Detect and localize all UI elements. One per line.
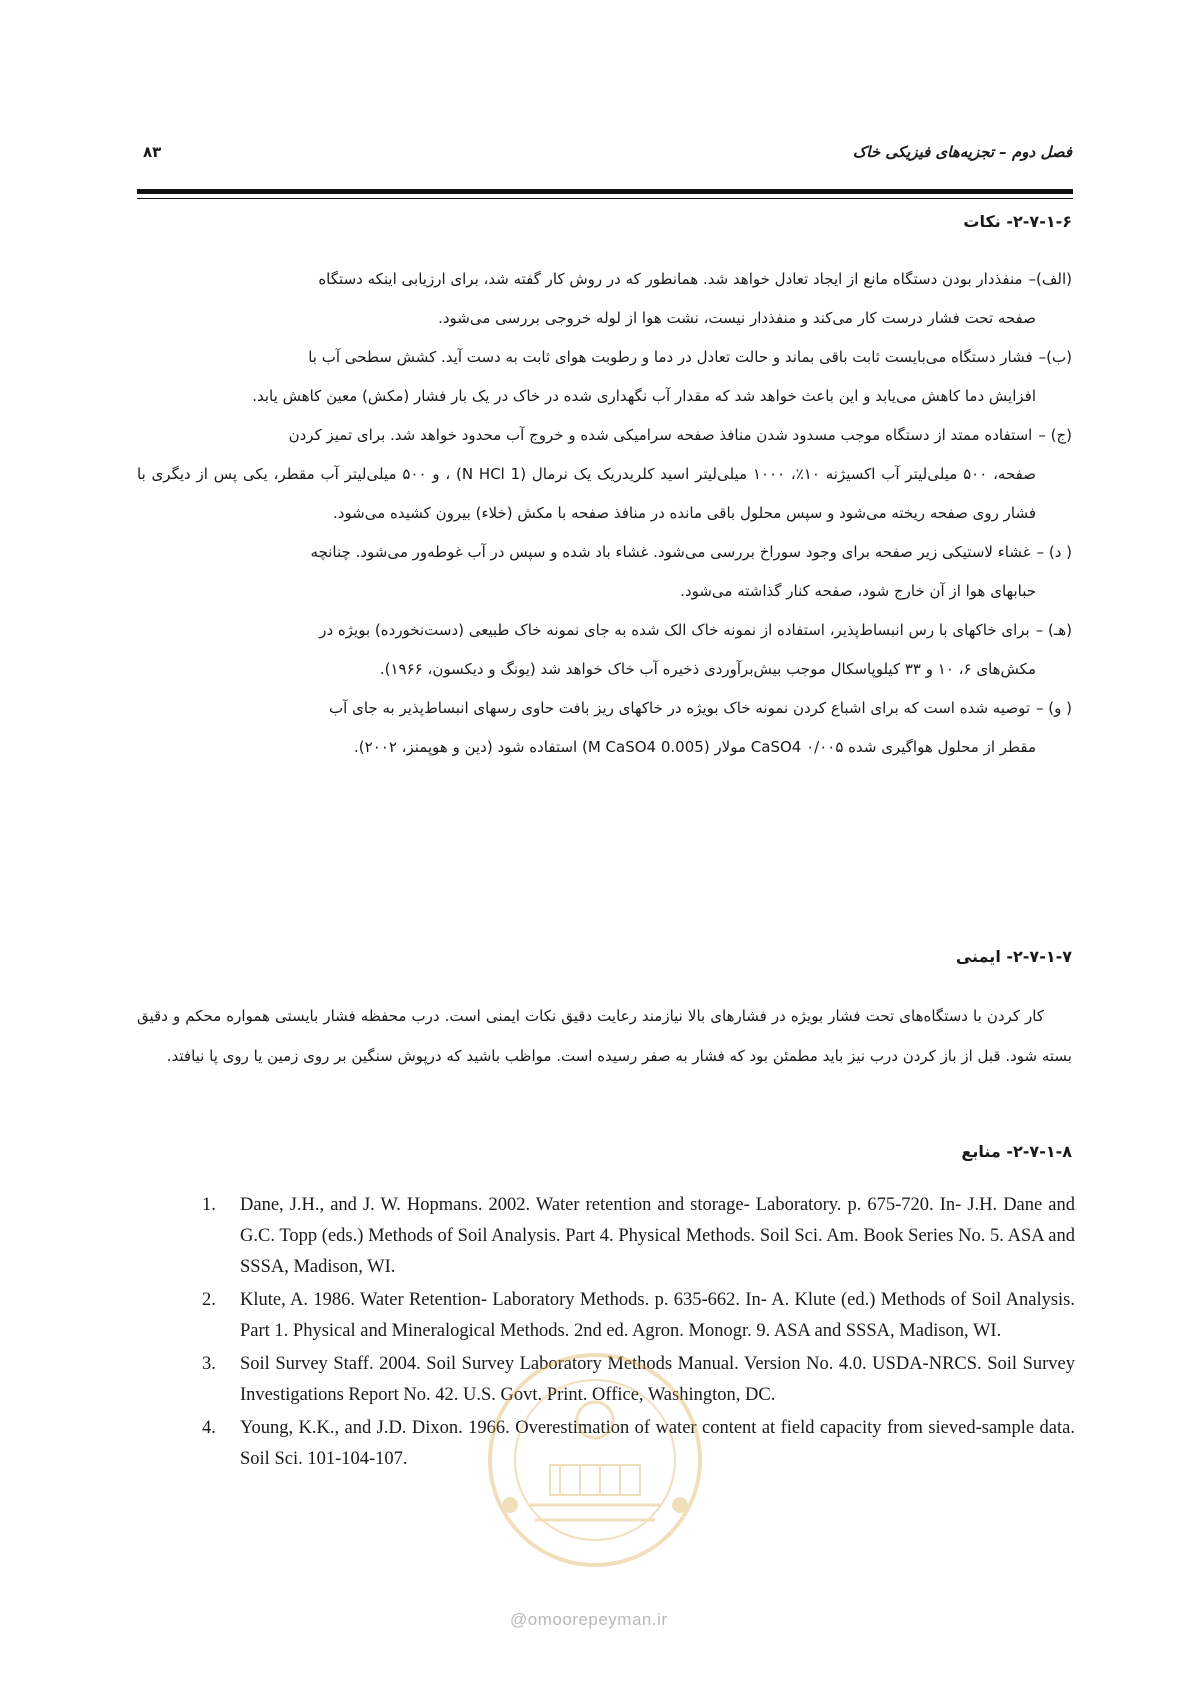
page-number: ۸۳ bbox=[143, 143, 162, 161]
note-continuation: افزایش دما کاهش می‌یابد و این باعث خواهد شد که مقدار آب نگهداری شده در خاک در یک بار فشار (مکش) معین کاهش یابد. bbox=[252, 387, 1036, 405]
reference-number: 2. bbox=[202, 1290, 216, 1310]
note-first-line: منفذدار بودن دستگاه مانع از ایجاد تعادل خواهد شد. همانطور که در روش کار گفته شد، برای ارزیابی اینکه دستگاه bbox=[318, 270, 1023, 288]
note-continuation: مقطر از محلول هواگیری شده CaSO4 ۰/۰۰۵ مولار (0.005 M CaSO4) استفاده شود (دین و هوپمنز، ۲۰۰۲). bbox=[354, 738, 1036, 756]
header-rule-thick bbox=[137, 189, 1073, 194]
notes-heading: ۲-۷-۱-۶- نکات bbox=[963, 212, 1072, 231]
watermark-text: @omoorepeyman.ir bbox=[510, 1610, 668, 1629]
reference-text: Klute, A. 1986. Water Retention- Laboratory Methods. p. 635-662. In- A. Klute (ed.) Methods of Soil Analysis. Part 1. Physical and Mineralogical Methods. 2nd ed. Agron. Monogr. 9. ASA and SSSA, Madison, WI. bbox=[240, 1290, 1075, 1341]
reference-text: Young, K.K., and J.D. Dixon. 1966. Overestimation of water content at field capacity from sieved-sample data. Soil Sci. 101-104-107. bbox=[240, 1418, 1075, 1469]
reference-text: Dane, J.H., and J. W. Hopmans. 2002. Water retention and storage- Laboratory. p. 675-720. In- J.H. Dane and G.C. Topp (eds.) Methods of Soil Analysis. Part 4. Physical Methods. Soil Sci. Am. Book Series No. 5. ASA and SSSA, Madison, WI. bbox=[240, 1195, 1075, 1277]
note-item bbox=[137, 338, 1072, 416]
note-first-line: استفاده ممتد از دستگاه موجب مسدود شدن منافذ صفحه سرامیکی شده و خروج آب محدود خواهد شد. برای تمیز کردن bbox=[288, 426, 1033, 444]
reference-number: 1. bbox=[202, 1195, 216, 1215]
note-continuation: صفحه تحت فشار درست کار می‌کند و منفذدار نیست، نشت هوا از لوله خروجی بررسی می‌شود. bbox=[438, 309, 1036, 327]
safety-heading: ۲-۷-۱-۷- ایمنی bbox=[955, 947, 1072, 966]
note-label: (ب)– bbox=[1038, 348, 1072, 366]
note-item bbox=[137, 611, 1072, 689]
note-continuation: مکش‌های ۶، ۱۰ و ۳۳ کیلوپاسکال موجب بیش‌برآوردی ذخیره آب خاک خواهد شد (یونگ و دیکسون، ۱۹۶۶). bbox=[379, 660, 1036, 678]
references-heading: ۲-۷-۱-۸- منابع bbox=[961, 1142, 1072, 1161]
note-continuation: صفحه، ۵۰۰ میلی‌لیتر آب اکسیژنه ۱۰٪، ۱۰۰۰ میلی‌لیتر اسید کلریدریک یک نرمال (1 N HCl) ، و ۵۰۰ میلی‌لیتر آب مقطر، یکی پس از دیگری با فشار روی صفحه ریخته می‌شود و سپس محلول باقی مانده در منافذ صفحه با مکش (خلاء) بیرون کشیده می‌شود. bbox=[137, 465, 1036, 522]
note-item bbox=[137, 416, 1072, 533]
note-label: ( د) – bbox=[1036, 543, 1072, 561]
reference-item bbox=[190, 1190, 1075, 1283]
reference-text: Soil Survey Staff. 2004. Soil Survey Laboratory Methods Manual. Version No. 4.0. USDA-NRCS. Soil Survey Investigations Report No. 42. U.S. Govt. Print. Office, Washington, DC. bbox=[240, 1354, 1075, 1405]
reference-number: 4. bbox=[202, 1418, 216, 1438]
notes-list bbox=[137, 260, 1072, 767]
note-label: (ج) – bbox=[1038, 426, 1072, 444]
note-continuation: حبابهای هوا از آن خارج شود، صفحه کنار گذاشته می‌شود. bbox=[680, 582, 1036, 600]
note-label: (الف)– bbox=[1028, 270, 1072, 288]
watermark-seal-icon bbox=[480, 1345, 710, 1575]
note-first-line: توصیه شده است که برای اشباع کردن نمونه خاک بویژه در خاکهای ریز بافت حاوی رسهای انبساط‌پذیر به جای آب bbox=[329, 699, 1031, 717]
chapter-title: فصل دوم – تجزیه‌های فیزیکی خاک bbox=[852, 143, 1072, 161]
note-first-line: فشار دستگاه می‌بایست ثابت باقی بماند و حالت تعادل در دما و رطوبت هوای ثابت به دست آید. کشش سطحی آب با bbox=[308, 348, 1033, 366]
header-rule-thin bbox=[137, 198, 1073, 199]
reference-number: 3. bbox=[202, 1354, 216, 1374]
note-label: (هـ) – bbox=[1035, 621, 1072, 639]
note-first-line: برای خاکهای با رس انبساط‌پذیر، استفاده از نمونه خاک الک شده به جای نمونه خاک طبیعی (دست‌نخورده) بویژه در bbox=[319, 621, 1030, 639]
reference-item bbox=[190, 1285, 1075, 1347]
note-item bbox=[137, 689, 1072, 767]
safety-paragraph: کار کردن با دستگاه‌های تحت فشار بویژه در فشارهای بالا نیازمند رعایت دقیق نکات ایمنی است. درب محفظه فشار بایستی همواره محکم و دقیق بسته شود. قبل از باز کردن درب نیز باید مطمئن بود که فشار به صفر رسیده است. مواظب باشید که درپوش سنگین بر روی زمین یا روی پا نیافتد. bbox=[137, 1007, 1072, 1065]
note-item bbox=[137, 260, 1072, 338]
note-label: ( و) – bbox=[1036, 699, 1072, 717]
note-item bbox=[137, 533, 1072, 611]
note-first-line: غشاء لاستیکی زیر صفحه برای وجود سوراخ بررسی می‌شود. غشاء باد شده و سپس در آب غوطه‌ور می‌شود. چنانچه bbox=[310, 543, 1031, 561]
